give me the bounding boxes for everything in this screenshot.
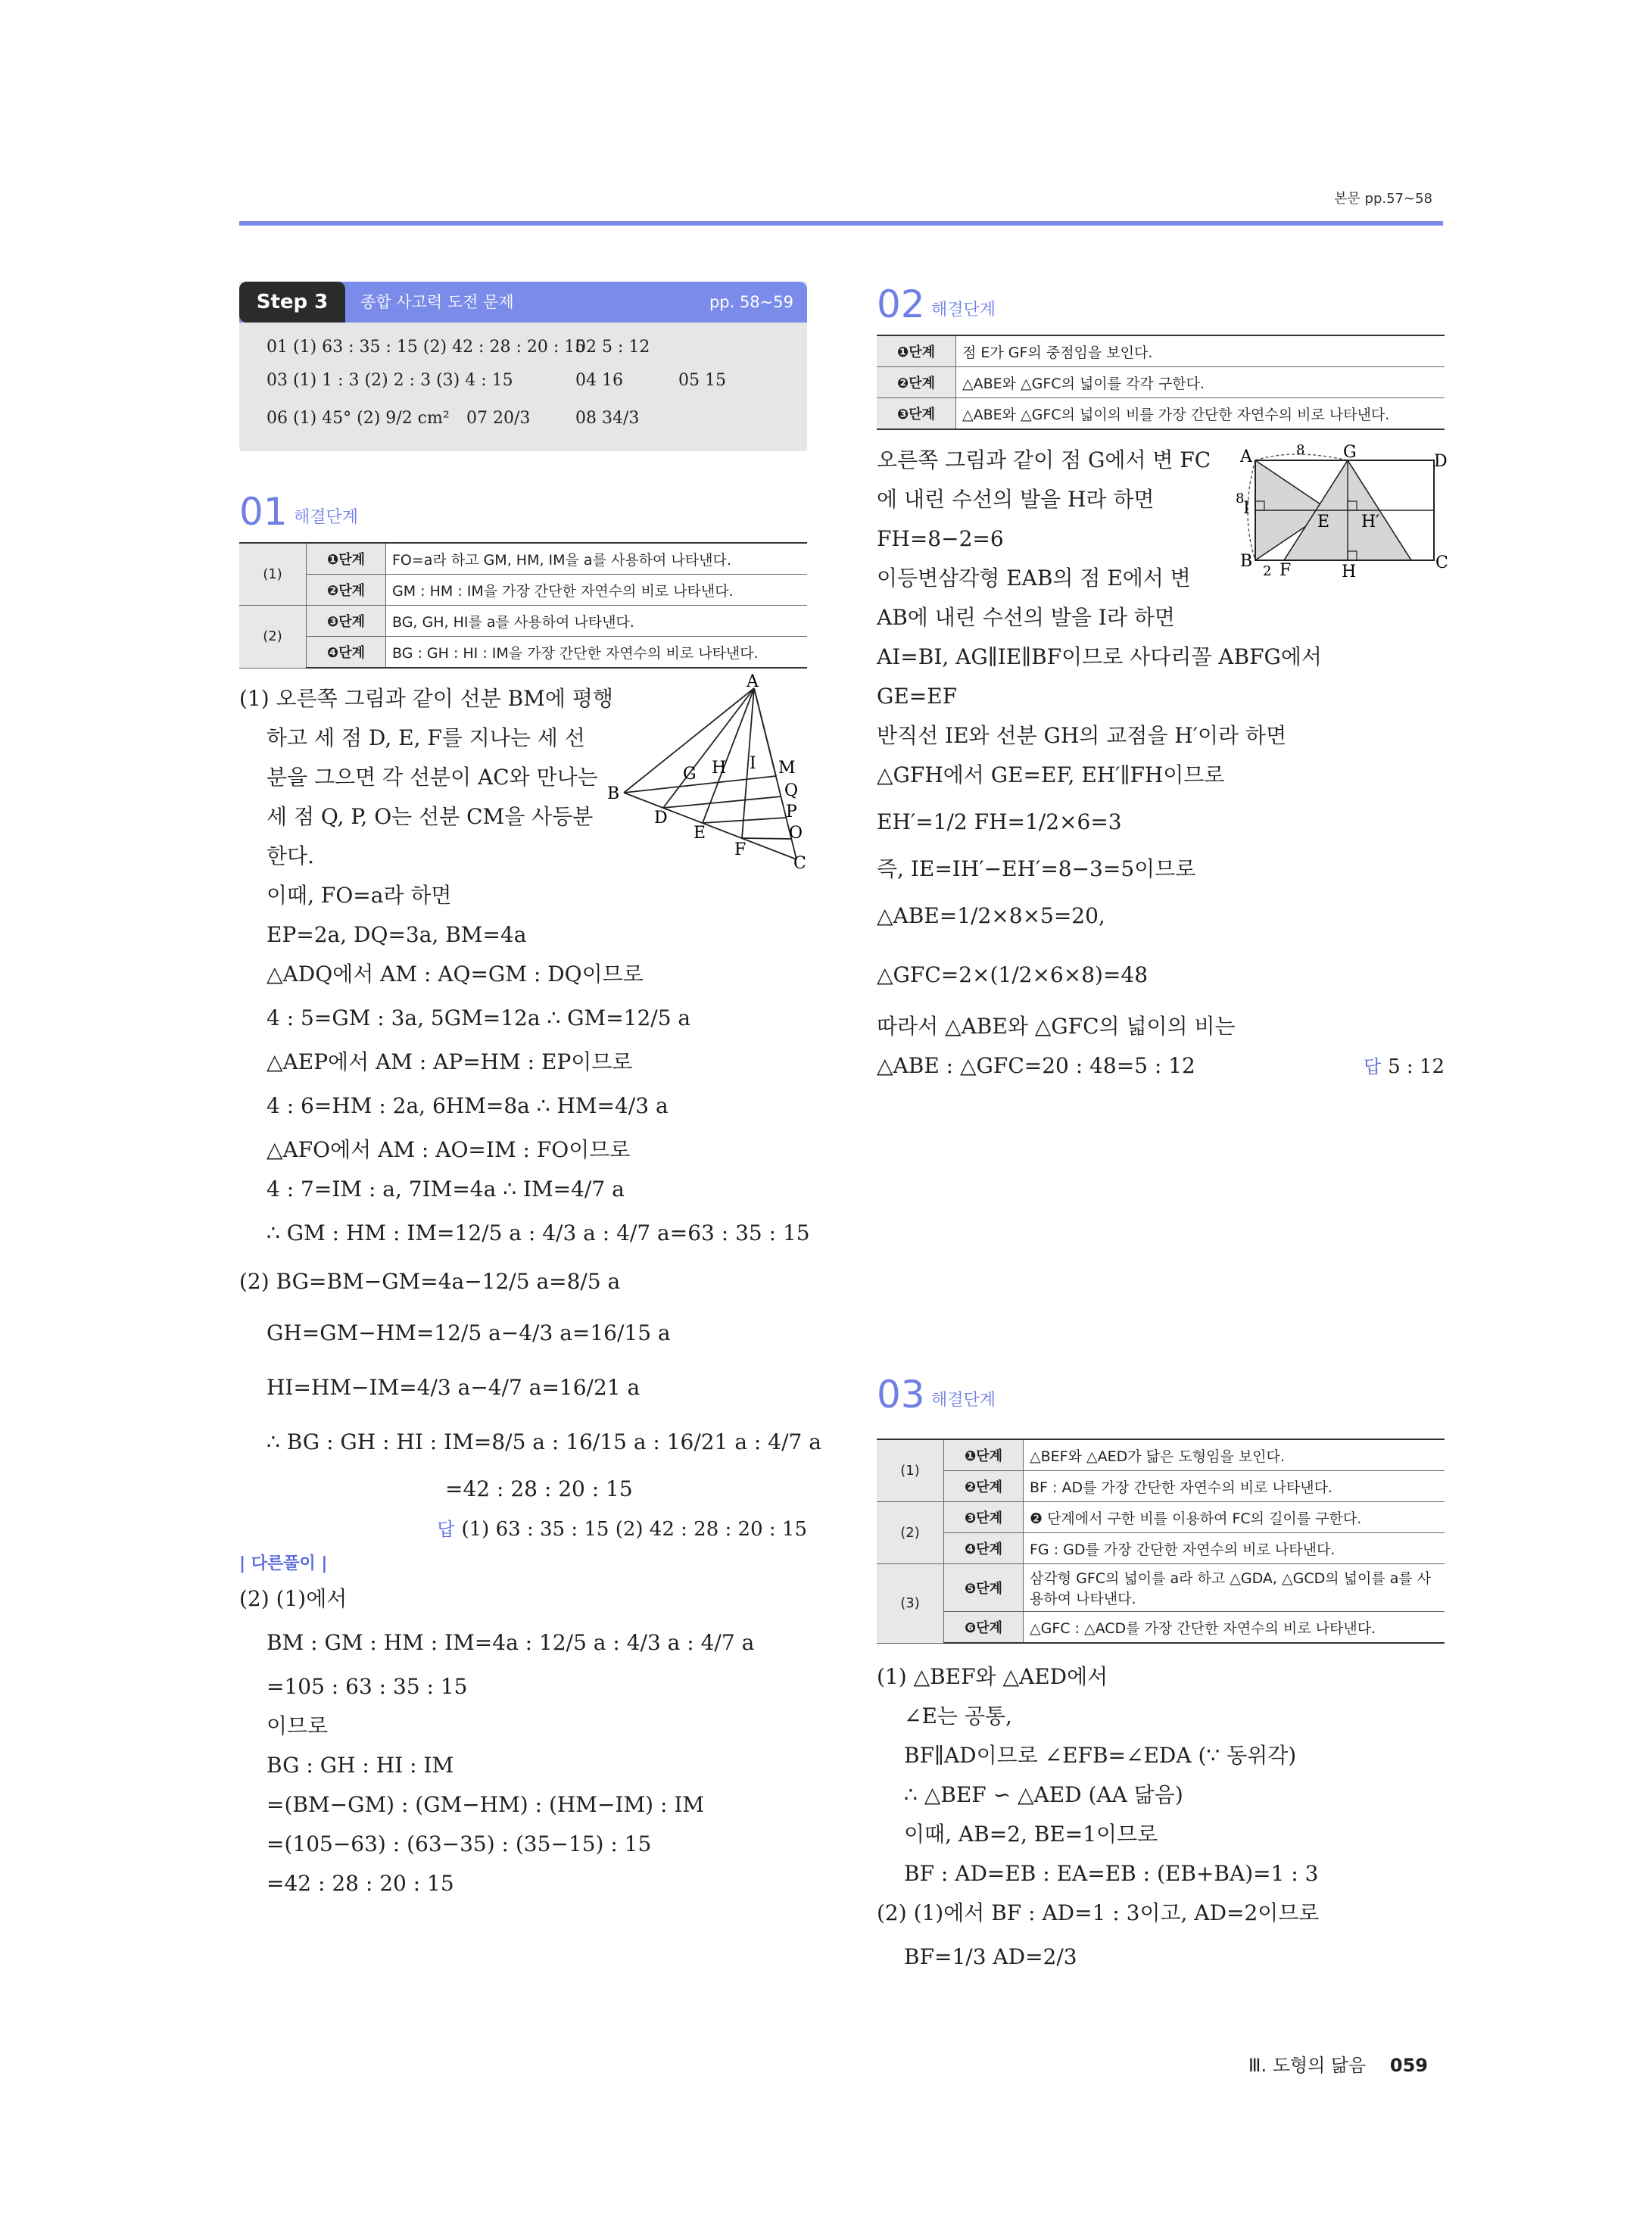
answer-row-2 bbox=[239, 362, 807, 395]
text-line: (2) BG=BM−GM=4a−12/5 a=8/5 a bbox=[239, 1269, 621, 1294]
text-line: AI=BI, AG∥IE∥BF이므로 사다리꼴 ABFG에서 bbox=[877, 644, 1322, 669]
text-line: EH′=1/2 FH=1/2×6=3 bbox=[877, 809, 1122, 834]
text-line: GH=GM−HM=12/5 a−4/3 a=16/15 a bbox=[267, 1320, 671, 1345]
fig-label-H-prime: H′ bbox=[1361, 513, 1380, 531]
s02-rectangle-figure bbox=[1233, 442, 1448, 589]
stage-label: ❷단계 bbox=[877, 367, 956, 398]
text-line: 4 : 6=HM : 2a, 6HM=8a ∴ HM=4/3 a bbox=[267, 1093, 669, 1118]
step3-title: 종합 사고력 도전 문제 bbox=[360, 293, 514, 311]
stage-label: ❸단계 bbox=[877, 398, 956, 430]
fig-label-2: 2 bbox=[1263, 563, 1272, 579]
text-line: ∴ BG : GH : HI : IM=8/5 a : 16/15 a : 16/21 a : 4/7 a bbox=[267, 1429, 821, 1454]
answer-06: 06 (1) 45° (2) 9/2 cm² bbox=[267, 409, 450, 428]
s02-solution bbox=[877, 441, 1448, 1086]
fig-label-H: H bbox=[712, 759, 727, 778]
fig-label-G: G bbox=[683, 765, 697, 784]
text-line: (1) △BEF와 △AED에서 bbox=[877, 1664, 1108, 1689]
text-line: BF : AD=EB : EA=EB : (EB+BA)=1 : 3 bbox=[904, 1861, 1319, 1886]
text-line: =(105−63) : (63−35) : (35−15) : 15 bbox=[267, 1831, 652, 1856]
table-row bbox=[877, 1471, 1445, 1502]
fig-label-A: A bbox=[1240, 447, 1252, 466]
stage-label: ❺단계 bbox=[944, 1564, 1024, 1612]
s01-step-table bbox=[239, 542, 807, 669]
text-line: HI=HM−IM=4/3 a−4/7 a=16/21 a bbox=[267, 1375, 641, 1400]
stage-desc: BG, GH, HI를 a를 사용하여 나타낸다. bbox=[386, 606, 808, 637]
text-line: △AEP에서 AM : AP=HM : EP이므로 bbox=[267, 1049, 633, 1074]
answer-value: 5 : 12 bbox=[1388, 1055, 1445, 1078]
fig-label-G: G bbox=[1343, 443, 1357, 462]
fig-label-B: B bbox=[607, 784, 620, 803]
fig-label-I: I bbox=[750, 754, 756, 773]
fig-label-H: H bbox=[1342, 563, 1357, 581]
table-row bbox=[239, 637, 807, 669]
s01-answer bbox=[239, 1509, 807, 1549]
s03-block bbox=[877, 1439, 1445, 1981]
answer-tag: 답 bbox=[1363, 1056, 1382, 1077]
left-column bbox=[239, 282, 821, 1903]
fig-label-D: D bbox=[654, 809, 668, 828]
answer-02: 02 5 : 12 bbox=[575, 338, 650, 357]
table-row bbox=[877, 335, 1445, 367]
text-line: 반직선 IE와 선분 GH의 교점을 H′이라 하면 bbox=[877, 723, 1287, 748]
stage-desc: △ABE와 △GFC의 넓이를 각각 구한다. bbox=[956, 367, 1445, 398]
table-row bbox=[877, 1439, 1445, 1471]
answer-07: 07 20/3 bbox=[466, 409, 531, 428]
text-line: 에 내린 수선의 발을 H라 하면 bbox=[877, 487, 1155, 512]
table-row bbox=[877, 1612, 1445, 1644]
section-03-heading bbox=[877, 1372, 1445, 1425]
fig-label-O: O bbox=[789, 824, 803, 843]
text-line: FH=8−2=6 bbox=[877, 526, 1004, 551]
stage-desc: △ABE와 △GFC의 넓이의 비를 가장 간단한 자연수의 비로 나타낸다. bbox=[956, 398, 1445, 430]
stage-desc: GM : HM : IM을 가장 간단한 자연수의 비로 나타낸다. bbox=[386, 575, 808, 606]
fig-label-E: E bbox=[694, 824, 706, 843]
table-row bbox=[239, 543, 807, 575]
stage-label: ❶단계 bbox=[944, 1439, 1024, 1471]
s03-step-table bbox=[877, 1439, 1445, 1644]
table-row bbox=[239, 575, 807, 606]
text-line: 세 점 Q, P, O는 선분 CM을 사등분 bbox=[267, 804, 594, 829]
text-line: =42 : 28 : 20 : 15 bbox=[267, 1871, 454, 1896]
alt-solution-title: | 다른풀이 | bbox=[239, 1554, 328, 1573]
section-number: 02 bbox=[877, 282, 925, 326]
stage-desc: ❷ 단계에서 구한 비를 이용하여 FC의 길이를 구한다. bbox=[1024, 1502, 1445, 1533]
text-line: =(BM−GM) : (GM−HM) : (HM−IM) : IM bbox=[267, 1792, 705, 1817]
s02-step-table bbox=[877, 335, 1445, 430]
s03-solution bbox=[877, 1657, 1445, 1981]
final-ratio: △ABE : △GFC=20 : 48=5 : 12 bbox=[877, 1053, 1195, 1078]
table-row bbox=[877, 1533, 1445, 1564]
stage-desc: BF : AD를 가장 간단한 자연수의 비로 나타낸다. bbox=[1024, 1471, 1445, 1502]
s01-solution bbox=[239, 672, 821, 1903]
text-line: BG : GH : HI : IM bbox=[267, 1753, 454, 1778]
text-line: 즉, IE=IH′−EH′=8−3=5이므로 bbox=[877, 856, 1196, 881]
stage-label: ❸단계 bbox=[944, 1502, 1024, 1533]
stage-desc: △BEF와 △AED가 닮은 도형임을 보인다. bbox=[1024, 1439, 1445, 1471]
text-line: 이등변삼각형 EAB의 점 E에서 변 bbox=[877, 566, 1191, 591]
answer-tag: 답 bbox=[437, 1519, 455, 1540]
part-label: (1) bbox=[239, 543, 307, 606]
section-label: 해결단계 bbox=[294, 508, 359, 527]
text-line: △AFO에서 AM : AO=IM : FO이므로 bbox=[267, 1137, 631, 1162]
part-label: (2) bbox=[239, 606, 307, 669]
text-line: BF=1/3 AD=2/3 bbox=[904, 1944, 1077, 1969]
fig-label-E: E bbox=[1317, 513, 1330, 531]
fig-label-C: C bbox=[793, 854, 806, 873]
text-line: 4 : 5=GM : 3a, 5GM=12a ∴ GM=12/5 a bbox=[267, 1005, 691, 1030]
step3-pages: pp. 58~59 bbox=[709, 293, 793, 311]
part-label: (3) bbox=[877, 1564, 944, 1644]
text-line: 이때, AB=2, BE=1이므로 bbox=[904, 1822, 1158, 1847]
stage-label: ❷단계 bbox=[307, 575, 386, 606]
stage-label: ❹단계 bbox=[944, 1533, 1024, 1564]
s02-answer bbox=[1364, 1046, 1445, 1086]
text-line: 이므로 bbox=[267, 1713, 329, 1738]
stage-label: ❶단계 bbox=[877, 335, 956, 367]
fig-label-8-left: 8 bbox=[1236, 491, 1245, 507]
text-line: (2) (1)에서 bbox=[239, 1586, 348, 1611]
stage-desc: FO=a라 하고 GM, HM, IM을 a를 사용하여 나타낸다. bbox=[386, 543, 808, 575]
answer-04: 04 16 bbox=[575, 371, 623, 390]
text-line: AB에 내린 수선의 발을 I라 하면 bbox=[877, 605, 1175, 630]
step3-label: Step 3 bbox=[239, 282, 345, 323]
text-line: ∠E는 공통, bbox=[904, 1704, 1012, 1728]
stage-desc: 점 E가 GF의 중점임을 보인다. bbox=[956, 335, 1445, 367]
text-line: (2) (1)에서 BF : AD=1 : 3이고, AD=2이므로 bbox=[877, 1900, 1320, 1925]
part-label: (1) bbox=[877, 1439, 944, 1502]
text-line: GE=EF bbox=[877, 684, 958, 709]
stage-desc: BG : GH : HI : IM을 가장 간단한 자연수의 비로 나타낸다. bbox=[386, 637, 808, 669]
right-column bbox=[877, 282, 1448, 1969]
text-line: △GFC=2×(1/2×6×8)=48 bbox=[877, 962, 1149, 987]
stage-label: ❻단계 bbox=[944, 1612, 1024, 1644]
answer-01: 01 (1) 63 : 35 : 15 (2) 42 : 28 : 20 : 15 bbox=[267, 338, 586, 357]
text-line: (1) 오른쪽 그림과 같이 선분 BM에 평행 bbox=[239, 686, 613, 711]
text-line: 분을 그으면 각 선분이 AC와 만나는 bbox=[267, 765, 598, 790]
text-line: BF∥AD이므로 ∠EFB=∠EDA (∵ 동위각) bbox=[904, 1743, 1297, 1768]
fig-label-F: F bbox=[1280, 561, 1292, 580]
text-line: =42 : 28 : 20 : 15 bbox=[445, 1476, 633, 1501]
step3-header bbox=[239, 282, 807, 323]
stage-label: ❷단계 bbox=[944, 1471, 1024, 1502]
stage-desc: FG : GD를 가장 간단한 자연수의 비로 나타낸다. bbox=[1024, 1533, 1445, 1564]
text-line: 오른쪽 그림과 같이 점 G에서 변 FC bbox=[877, 447, 1211, 472]
text-line: 한다. bbox=[267, 843, 314, 868]
answer-row-1 bbox=[239, 329, 807, 362]
text-line: 4 : 7=IM : a, 7IM=4a ∴ IM=4/7 a bbox=[267, 1177, 625, 1202]
fig-label-B: B bbox=[1240, 552, 1253, 571]
table-row bbox=[877, 1564, 1445, 1612]
page-reference: 본문 pp.57~58 bbox=[1334, 191, 1432, 207]
stage-label: ❶단계 bbox=[307, 543, 386, 575]
fig-label-M: M bbox=[778, 759, 796, 778]
fig-label-C: C bbox=[1435, 553, 1448, 572]
fig-label-I: I bbox=[1243, 499, 1250, 518]
table-row bbox=[877, 398, 1445, 430]
text-line: 이때, FO=a라 하면 bbox=[267, 883, 452, 908]
fig-label-A: A bbox=[747, 672, 759, 691]
answer-row-3 bbox=[239, 395, 807, 438]
stage-label: ❸단계 bbox=[307, 606, 386, 637]
answer-05: 05 15 bbox=[678, 371, 726, 390]
table-row bbox=[877, 367, 1445, 398]
section-number: 03 bbox=[877, 1373, 925, 1417]
part-label: (2) bbox=[877, 1502, 944, 1564]
text-line bbox=[877, 1046, 1445, 1086]
text-line: 따라서 △ABE와 △GFC의 넓이의 비는 bbox=[877, 1014, 1236, 1039]
text-line: △GFH에서 GE=EF, EH′∥FH이므로 bbox=[877, 762, 1225, 787]
stage-desc: △GFC : △ACD를 가장 간단한 자연수의 비로 나타낸다. bbox=[1024, 1612, 1445, 1644]
text-line: =105 : 63 : 35 : 15 bbox=[267, 1674, 468, 1699]
text-line: △ABE=1/2×8×5=20, bbox=[877, 903, 1105, 928]
answer-03: 03 (1) 1 : 3 (2) 2 : 3 (3) 4 : 15 bbox=[267, 371, 513, 390]
stage-desc: 삼각형 GFC의 넓이를 a라 하고 △GDA, △GCD의 넓이를 a를 사용하여 나타낸다. bbox=[1024, 1564, 1445, 1612]
text-line: ∴ GM : HM : IM=12/5 a : 4/3 a : 4/7 a=63 : 35 : 15 bbox=[267, 1220, 810, 1245]
step3-answer-box bbox=[239, 282, 807, 451]
section-label: 해결단계 bbox=[931, 301, 996, 320]
answer-value: (1) 63 : 35 : 15 (2) 42 : 28 : 20 : 15 bbox=[461, 1518, 807, 1541]
fig-label-Q: Q bbox=[784, 781, 799, 800]
section-label: 해결단계 bbox=[931, 1391, 996, 1410]
s01-triangle-figure bbox=[607, 672, 807, 873]
text-line: ∴ △BEF ∽ △AED (AA 닮음) bbox=[904, 1782, 1183, 1807]
header-rule bbox=[239, 221, 1443, 226]
page-footer bbox=[1248, 2050, 1428, 2077]
fig-label-8-top: 8 bbox=[1296, 442, 1305, 458]
stage-label: ❹단계 bbox=[307, 637, 386, 669]
section-01-heading bbox=[239, 489, 807, 542]
chapter-title: Ⅲ. 도형의 닮음 bbox=[1248, 2055, 1367, 2076]
section-02-heading bbox=[877, 282, 1445, 335]
text-line: EP=2a, DQ=3a, BM=4a bbox=[267, 922, 527, 947]
fig-label-D: D bbox=[1434, 452, 1448, 471]
section-number: 01 bbox=[239, 490, 288, 534]
text-line: 하고 세 점 D, E, F를 지나는 세 선 bbox=[267, 725, 585, 750]
page-number: 059 bbox=[1389, 2055, 1428, 2076]
text-line: △ADQ에서 AM : AQ=GM : DQ이므로 bbox=[267, 962, 644, 987]
text-line: BM : GM : HM : IM=4a : 12/5 a : 4/3 a : 4/7 a bbox=[267, 1630, 755, 1655]
fig-label-P: P bbox=[786, 803, 797, 821]
answer-08: 08 34/3 bbox=[575, 409, 640, 428]
table-row bbox=[877, 1502, 1445, 1533]
table-row bbox=[239, 606, 807, 637]
fig-label-F: F bbox=[734, 840, 747, 859]
